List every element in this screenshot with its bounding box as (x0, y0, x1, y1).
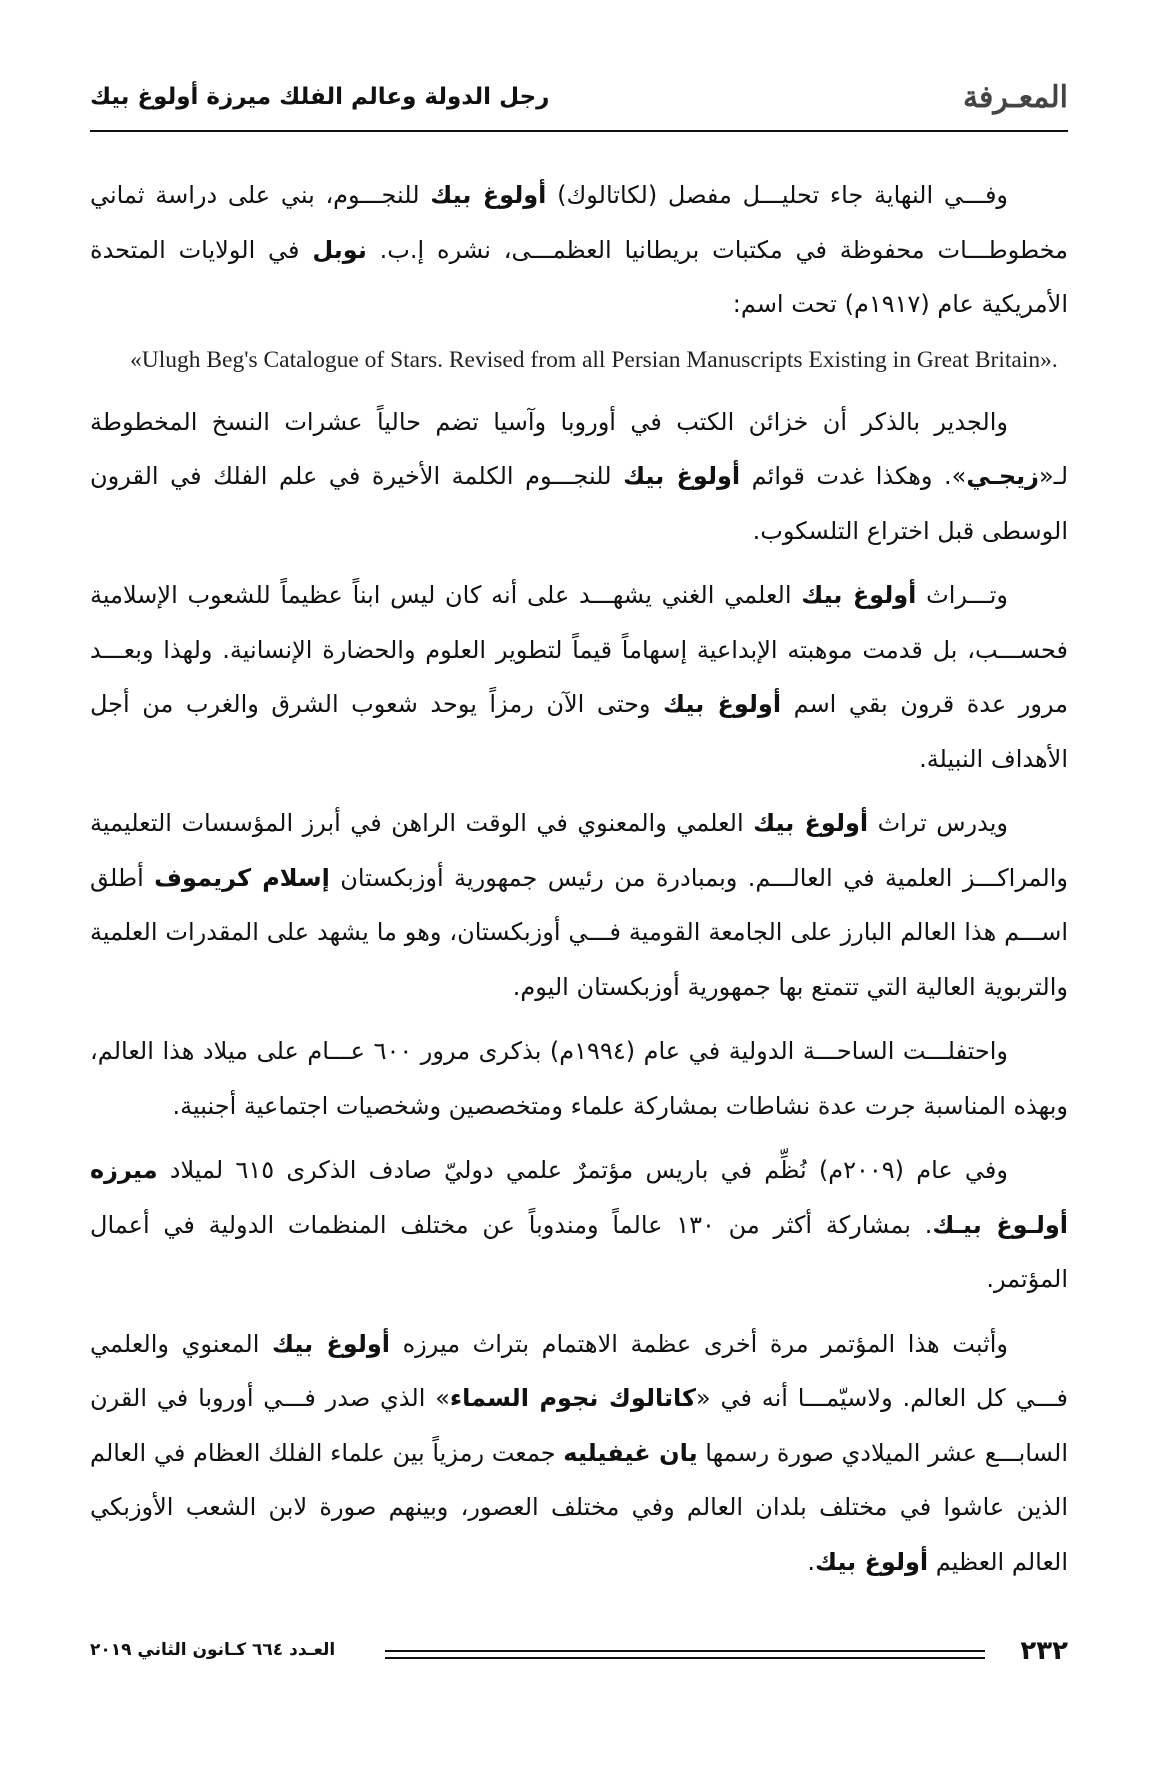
text-span: وفي عام (٢٠٠٩م) نُظِّم في باريس مؤتمرٌ علمي دوليّ صادف الذكرى ٦١٥ لميلاد (157, 1156, 1008, 1184)
text-span: » الذي صدر فـــي أوروبا في القرن السابـــع عشر الميلادي صورة رسمها (90, 1384, 1068, 1467)
text-span: ويدرس تراث (868, 809, 1008, 837)
bold-name: إسلام كريموف (154, 863, 330, 892)
paragraph-2 (90, 395, 1068, 559)
bold-name: نوبل (312, 235, 367, 264)
text-span: . بمشاركة أكثر من ١٣٠ عالماً ومندوباً عن مختلف المنظمات الدولية في أعمال المؤتمر. (90, 1210, 1068, 1293)
text-span: جمعت رمزياً بين علماء الفلك العظام في العالم الذين عاشوا في مختلف بلدان العالم وفي مختلف العصور، وبينهم صورة لابن الشعب الأوزبكي العالم العظيم (90, 1438, 1068, 1576)
page-footer (90, 1636, 1068, 1676)
bold-name: أولوغ بيك (271, 1329, 391, 1358)
bold-title: كاتالوك نجوم السماء (449, 1384, 696, 1412)
text-span: المعنوي والعلمي فـــي كل العالم. ولاسيّمـــا أنه في « (90, 1329, 1069, 1412)
bold-name: أولوغ بيك (430, 181, 547, 209)
text-span: . (807, 1547, 816, 1576)
bold-name: أولوغ بيك (815, 1547, 929, 1576)
text-span: للنجـــوم، بني على دراسة ثماني مخطوطـــات محفوظة في مكتبات بريطانيا العظمـــى، نشره إ.ب. (90, 181, 1069, 264)
text-span: في الولايات المتحدة الأمريكية عام (١٩١٧م) تحت اسم: (90, 235, 1068, 318)
bold-name: أولوغ بيك (801, 581, 917, 609)
magazine-logo: المعـرفة (962, 80, 1068, 115)
text-span: وتـــراث (916, 581, 1009, 609)
text-span: للنجـــوم الكلمة الأخيرة في علم الفلك في القرون الوسطى قبل اختراع التلسكوب. (90, 462, 1068, 545)
text-span: وفـــي النهاية جاء تحليـــل مفصل (لكاتالوك) (546, 181, 1009, 209)
text-span: العلمي الغني يشهـــد على أنه كان ليس ابناً عظيماً للشعوب الإسلامية فحســـب، بل قدمت موهبته الإبداعية إسهاماً قيماً لتطوير العلوم والحضارة الإنسانية. ولهذا وبعـــد مرور عدة قرون بقي اسم (90, 581, 1069, 718)
bold-name: يان غيفيليه (563, 1438, 698, 1467)
footer-rule (385, 1657, 985, 1659)
paragraph-3 (90, 568, 1068, 786)
text-span: أطلق اســـم هذا العالم البارز على الجامعة القومية فـــي أوزبكستان، وهو ما يشهد على المقدرات العلمية والتربوية العالية التي تتمتع بها جمهورية أوزبكستان اليوم. (90, 863, 1068, 1001)
text-span: وحتى الآن رمزاً يوحد شعوب الشرق والغرب من أجل الأهداف النبيلة. (90, 690, 1068, 773)
bold-name: زيجـي (966, 462, 1039, 490)
bold-name: أولوغ بيك (663, 690, 782, 718)
text-span: ». وهكذا غدت قوائم (740, 462, 967, 490)
paragraph-7 (90, 1317, 1068, 1590)
english-quote: «Ulugh Beg's Catalogue of Stars. Revised from all Persian Manuscripts Existing in Great Britain». (130, 346, 1058, 373)
footer-rule (385, 1650, 985, 1652)
text-span: واحتفلـــت الساحـــة الدولية في عام (١٩٩٤م) بذكرى مرور ٦٠٠ عـــام على ميلاد هذا العالم، وبهذه المناسبة جرت عدة نشاطات بمشاركة علماء ومتخصصين وشخصيات اجتماعية أجنبية. (90, 1037, 1068, 1120)
header-divider (90, 130, 1068, 132)
page-header (90, 72, 1068, 132)
issue-info: العـدد ٦٦٤ كـانون الثاني ٢٠١٩ (90, 1640, 336, 1660)
article-body (90, 168, 1068, 1599)
page-number: ٢٣٢ (1020, 1636, 1068, 1666)
text-span: وأثبت هذا المؤتمر مرة أخرى عظمة الاهتمام بتراث ميرزه (390, 1329, 1009, 1358)
bold-name: ميرزه أولـوغ بيـك (90, 1156, 1068, 1239)
bold-name: أولوغ بيك (623, 462, 741, 490)
bold-name: أولوغ بيك (753, 809, 869, 837)
paragraph-5 (90, 1024, 1068, 1133)
text-span: والجدير بالذكر أن خزائن الكتب في أوروبا وآسيا تضم حالياً عشرات النسخ المخطوطة لـ« (90, 407, 1069, 490)
text-span: العلمي والمعنوي في الوقت الراهن في أبرز المؤسسات التعليمية والمراكـــز العلمية في العالـــم. وبمبادرة من رئيس جمهورية أوزبكستان (90, 809, 1069, 892)
paragraph-1 (90, 168, 1068, 332)
paragraph-4 (90, 796, 1068, 1014)
paragraph-6 (90, 1143, 1068, 1307)
running-title: رجل الدولة وعالم الفلك ميرزة أولوغ بيك (90, 84, 550, 110)
